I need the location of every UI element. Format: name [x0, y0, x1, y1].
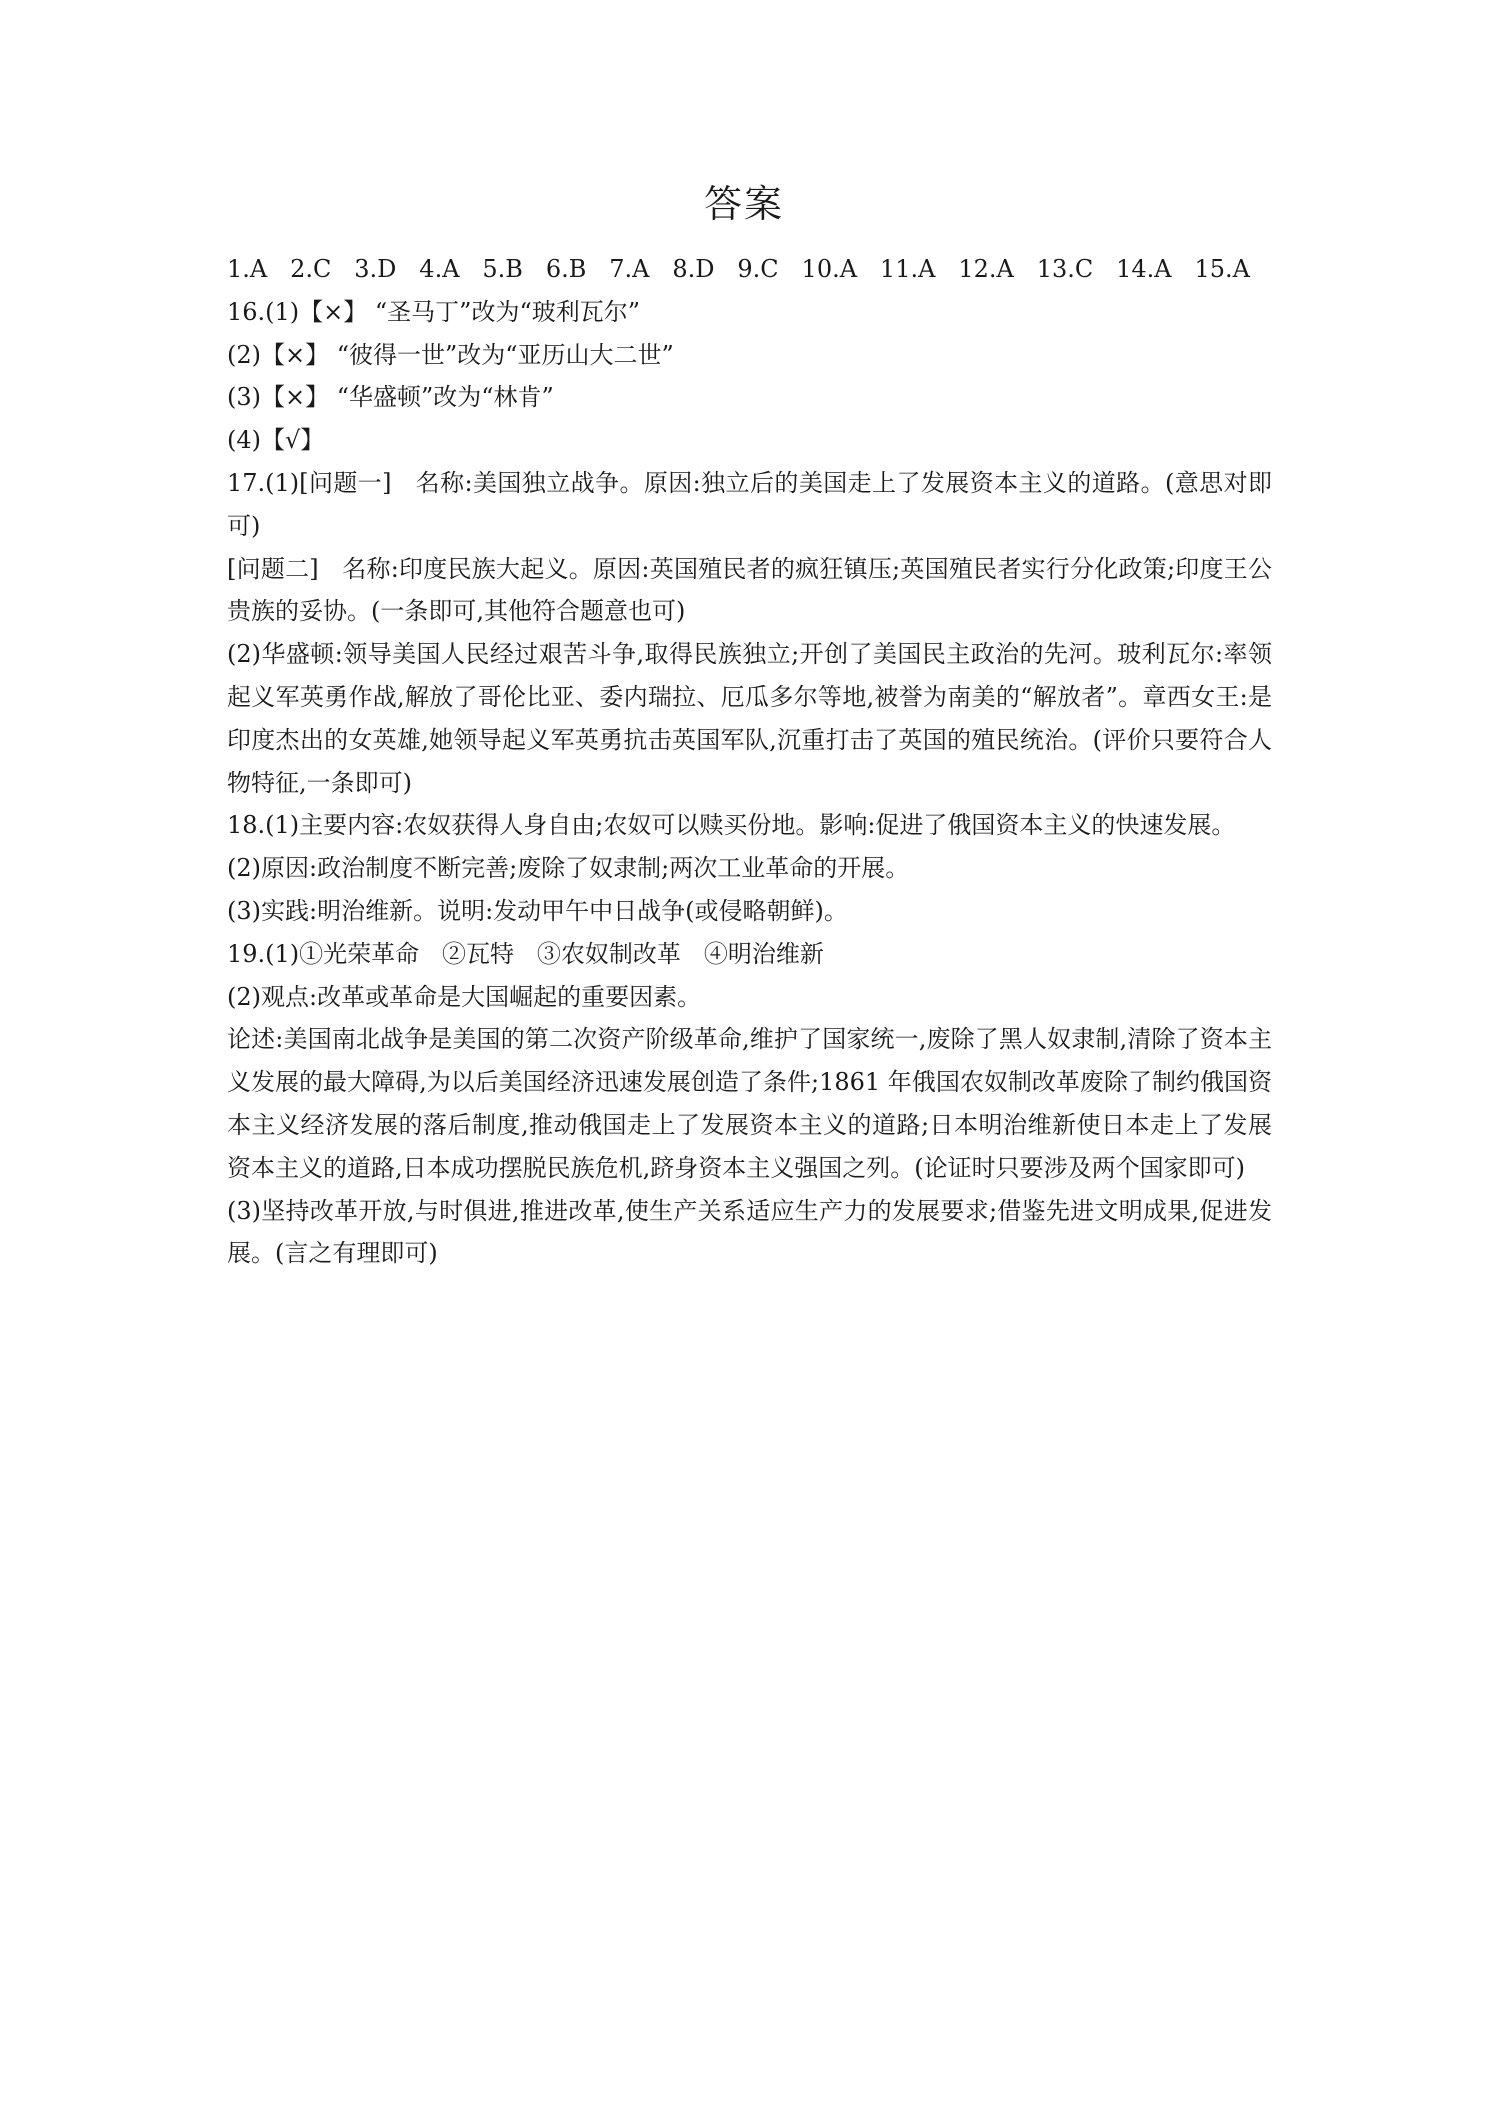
q19-part3: (3)坚持改革开放,与时俱进,推进改革,使生产关系适应生产力的发展要求;借鉴先进文明成果,促进发展。(言之有理即可): [227, 1196, 1272, 1268]
q19-part2-argument: 论述:美国南北战争是美国的第二次资产阶级革命,维护了国家统一,废除了黑人奴隶制,清除了资本主义发展的最大障碍,为以后美国经济迅速发展创造了条件;1861 年俄国农奴制改革废除了制约俄国资本主义经济发展的落后制度,推动俄国走上了发展资本主义的道路;日本明治维新使日本走上了发展资本主义的道路,日本成功摆脱民族危机,跻身资本主义强国之列。(论证时只要涉及两个国家即可): [227, 1025, 1272, 1182]
page-title: 答案: [703, 182, 784, 226]
q19-part2-viewpoint: (2)观点:改革或革命是大国崛起的重要因素。: [227, 982, 702, 1011]
multiple-choice-answers: 1.A 2.C 3.D 4.A 5.B 6.B 7.A 8.D 9.C 10.A 11.A 12.A 13.C 14.A 15.A: [227, 255, 1251, 283]
q16-part4: (4)【√】: [227, 426, 325, 455]
answer-content: [227, 248, 1272, 1275]
q18-part2: (2)原因:政治制度不断完善;废除了奴隶制;两次工业革命的开展。: [227, 854, 910, 883]
q16-part1: 16.(1)【×】 “圣马丁”改为“玻利瓦尔”: [227, 297, 640, 326]
q16-part2: (2)【×】 “彼得一世”改为“亚历山大二世”: [227, 340, 674, 369]
q18-part1: 18.(1)主要内容:农奴获得人身自由;农奴可以赎买份地。影响:促进了俄国资本主义的快速发展。: [227, 811, 1236, 840]
q17-part2: (2)华盛顿:领导美国人民经过艰苦斗争,取得民族独立;开创了美国民主政治的先河。玻利瓦尔:率领起义军英勇作战,解放了哥伦比亚、委内瑞拉、厄瓜多尔等地,被誉为南美的“解放者”。章西女王:是印度杰出的女英雄,她领导起义军英勇抗击英国军队,沉重打击了英国的殖民统治。(评价只要符合人物特征,一条即可): [227, 640, 1272, 797]
q17-part1-question2: [问题二] 名称:印度民族大起义。原因:英国殖民者的疯狂镇压;英国殖民者实行分化政策;印度王公贵族的妥协。(一条即可,其他符合题意也可): [227, 554, 1272, 626]
q16-part3: (3)【×】 “华盛顿”改为“林肯”: [227, 383, 554, 412]
q19-part1: 19.(1)①光荣革命 ②瓦特 ③农奴制改革 ④明治维新: [227, 939, 824, 968]
q17-part1-question1: 17.(1)[问题一] 名称:美国独立战争。原因:独立后的美国走上了发展资本主义的道路。(意思对即可): [227, 468, 1272, 540]
q18-part3: (3)实践:明治维新。说明:发动甲午中日战争(或侵略朝鲜)。: [227, 896, 848, 925]
